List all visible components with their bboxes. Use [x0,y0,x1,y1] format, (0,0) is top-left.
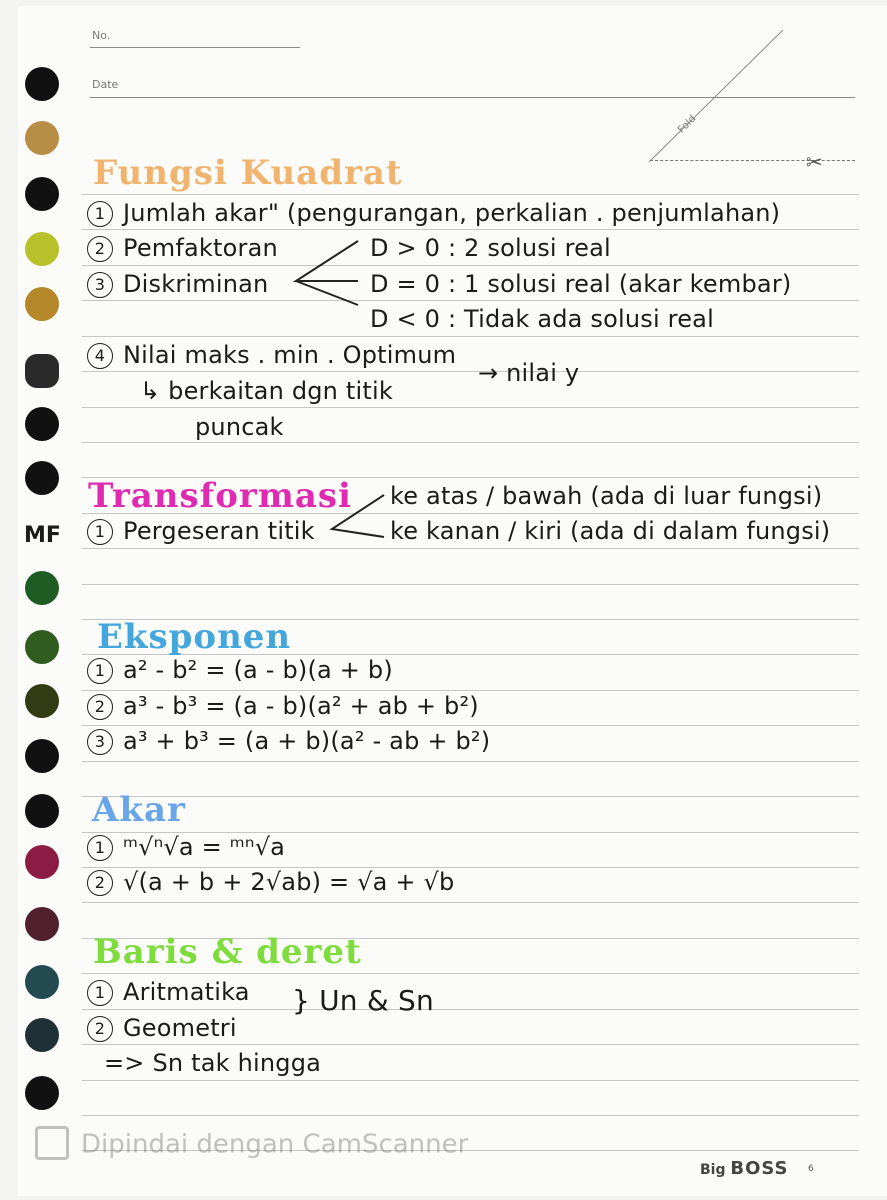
binding-hole [25,1018,59,1052]
item-number: 1 [87,658,113,684]
binding-hole [25,684,59,718]
item-number: 1 [87,980,113,1006]
brand-prefix: Big [700,1162,726,1178]
item-text: Geometri [123,1014,237,1042]
discriminant-positive: D > 0 : 2 solusi real [370,234,611,262]
item-number: 1 [87,519,113,545]
item-number: 2 [87,236,113,262]
ruled-line [82,973,859,974]
binding-hole [25,121,59,155]
item-text: a³ + b³ = (a + b)(a² - ab + b²) [123,727,491,755]
margin-marker: MF [24,523,61,548]
binding-hole [25,845,59,879]
item-number: 2 [87,694,113,720]
binding-hole [25,630,59,664]
transformasi-branch-lines [326,487,388,547]
binding-hole [25,794,59,828]
ruled-line [82,300,859,301]
transformasi-horizontal-shift: ke kanan / kiri (ada di dalam fungsi) [390,517,831,545]
item-text: Pemfaktoran [123,234,278,262]
date-label: Date [92,78,119,91]
ruled-line [82,407,859,408]
ruled-line [82,336,859,337]
ruled-line [82,690,859,691]
binding-hole [25,407,59,441]
akar-item-1 [87,833,285,861]
item-text: a² - b² = (a - b)(a + b) [123,656,393,684]
ruled-line [82,1115,859,1116]
item-text: ᵐ√ⁿ√a = ᵐⁿ√a [123,833,286,861]
ruled-line [82,1009,859,1010]
fungsi-item-1 [87,199,780,227]
item-number: 3 [87,729,113,755]
fungsi-kuadrat-title: Fungsi Kuadrat [93,153,403,193]
item-text: a³ - b³ = (a - b)(a² + ab + b²) [123,692,479,720]
optimum-explanation-continued: puncak [195,413,284,441]
ruled-line [82,1044,859,1045]
scan-watermark-text: Dipindai dengan CamScanner [81,1129,469,1160]
number-label: No. [92,29,111,42]
number-line [90,47,300,48]
eksponen-item-2 [87,692,479,720]
fold-label: Fold [676,113,699,136]
akar-item-2 [87,868,454,896]
item-text: Pergeseran titik [123,517,315,545]
binding-hole [25,965,59,999]
item-number: 2 [87,870,113,896]
baris-deret-title: Baris & deret [93,932,362,972]
ruled-line [82,725,859,726]
transformasi-item-1 [87,517,315,545]
ruled-line [82,194,859,195]
ruled-line [82,265,859,266]
fungsi-item-2 [87,234,278,262]
optimum-explanation: ↳ berkaitan dgn titik [140,377,393,405]
binding-hole [25,571,59,605]
binding-hole [25,177,59,211]
notebook-brand [700,1158,789,1179]
binding-hole [25,907,59,941]
item-text: Aritmatika [123,978,250,1006]
item-text: √(a + b + 2√ab) = √a + √b [123,868,455,896]
eksponen-title: Eksponen [97,617,292,657]
binding-hole [25,1076,59,1110]
item-text: Jumlah akar" (pengurangan, perkalian . penjumlahan) [123,199,781,227]
item-number: 1 [87,201,113,227]
binding-hole [25,461,59,495]
ruled-line [82,371,859,372]
akar-title: Akar [92,790,186,830]
item-number: 3 [87,272,113,298]
ruled-line [82,761,859,762]
brand-name: BOSS [730,1158,789,1179]
page-mark: 6 [808,1164,814,1174]
transformasi-title: Transformasi [88,476,352,516]
discriminant-negative: D < 0 : Tidak ada solusi real [370,305,714,333]
item-text: Diskriminan [123,270,269,298]
discriminant-zero: D = 0 : 1 solusi real (akar kembar) [370,270,792,298]
baris-deret-item-1 [87,978,250,1006]
ruled-line [82,548,859,549]
ruled-line [82,229,859,230]
binding-hole [25,354,59,388]
item-number: 4 [87,343,113,369]
item-text: Nilai maks . min . Optimum [123,341,457,369]
camscanner-icon [35,1126,69,1160]
fungsi-item-4 [87,341,456,369]
ruled-line [82,796,859,797]
item-number: 1 [87,835,113,861]
fungsi-item-3 [87,270,268,298]
transformasi-vertical-shift: ke atas / bawah (ada di luar fungsi) [390,482,823,510]
ruled-line [82,1080,859,1081]
cut-dashed-line [650,160,855,161]
binding-hole [25,287,59,321]
infinite-sum-note: => Sn tak hingga [104,1049,322,1077]
scissor-icon: ✂ [806,150,823,174]
ruled-line [82,584,859,585]
eksponen-item-3 [87,727,490,755]
eksponen-item-1 [87,656,393,684]
item-number: 2 [87,1016,113,1042]
diskriminan-branch-lines [288,233,363,313]
baris-deret-item-2 [87,1014,237,1042]
sequence-bracket-note: } Un & Sn [292,984,434,1017]
fold-corner [645,30,785,165]
binding-hole [25,232,59,266]
binding-hole [25,67,59,101]
scan-watermark [35,1128,468,1162]
ruled-line [82,442,859,443]
optimum-result: → nilai y [478,359,580,387]
ruled-line [82,902,859,903]
binding-hole [25,739,59,773]
